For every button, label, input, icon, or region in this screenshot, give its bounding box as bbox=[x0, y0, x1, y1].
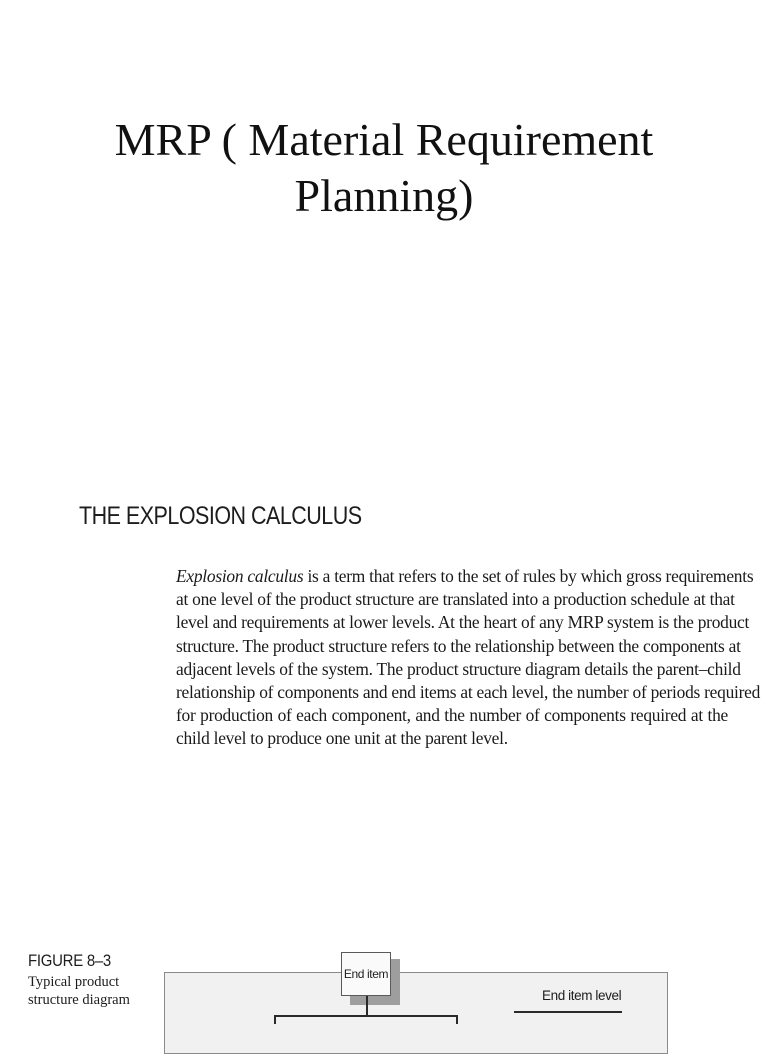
figure-caption-line-1: Typical product bbox=[28, 974, 120, 990]
paragraph-line-6: relationship of components and end items at each level, the number of periods required bbox=[176, 682, 761, 703]
figure-label bbox=[28, 951, 130, 1009]
end-item-node: End item bbox=[341, 952, 391, 996]
child-connector-right-drop bbox=[456, 1015, 458, 1024]
product-structure-diagram bbox=[164, 972, 668, 1054]
section-heading: THE EXPLOSION CALCULUS bbox=[79, 502, 362, 530]
slide-title bbox=[0, 112, 768, 224]
child-connector-horizontal bbox=[274, 1015, 458, 1017]
paragraph-line-2: at one level of the product structure are translated into a production schedule at that bbox=[176, 589, 735, 610]
figure-caption bbox=[28, 973, 130, 1009]
paragraph-line-5: adjacent levels of the system. The product structure diagram details the parent–child bbox=[176, 658, 741, 679]
end-item-connector-vertical bbox=[366, 996, 368, 1016]
paragraph-line-7: for production of each component, and the number of components required at the bbox=[176, 705, 728, 726]
paragraph-line-1 bbox=[176, 565, 754, 588]
paragraph-line-3: level and requirements at lower levels. At the heart of any MRP system is the product bbox=[176, 612, 750, 633]
paragraph-line-8: child level to produce one unit at the parent level. bbox=[176, 728, 508, 749]
child-connector-left-drop bbox=[274, 1015, 276, 1024]
slide-title-line-2: Planning) bbox=[294, 170, 474, 221]
explosion-calculus-paragraph bbox=[176, 565, 761, 751]
paragraph-lead-term: Explosion calculus bbox=[176, 566, 304, 586]
slide-title-line-1: MRP ( Material Requirement bbox=[114, 114, 654, 165]
paragraph-line-4: structure. The product structure refers to the relationship between the components at bbox=[176, 635, 741, 656]
figure-number: FIGURE 8–3 bbox=[28, 951, 111, 970]
end-item-level-line bbox=[514, 1011, 622, 1013]
figure-caption-line-2: structure diagram bbox=[28, 992, 130, 1008]
end-item-level-label: End item level bbox=[542, 988, 622, 1003]
paragraph-line-1-rest: is a term that refers to the set of rules by which gross requirements bbox=[303, 566, 754, 586]
